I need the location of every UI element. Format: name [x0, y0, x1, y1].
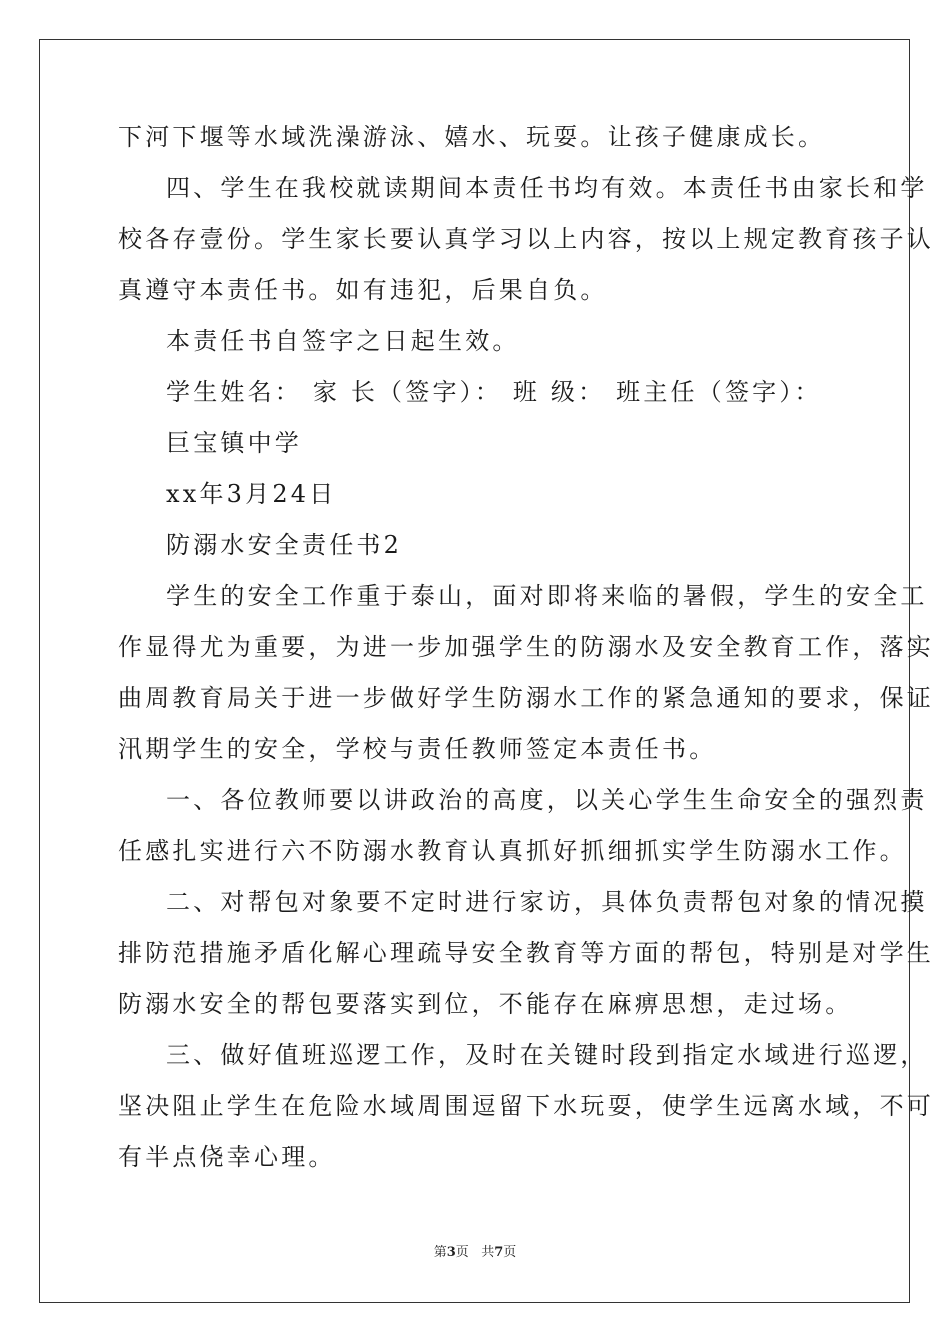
signature-fields-line: 学生姓名： 家 长（签字）： 班 级： 班主任（签字）： [166, 378, 822, 406]
footer-suffix: 页 [503, 1245, 517, 1260]
page-footer [0, 1244, 950, 1262]
paragraph-line: 学生的安全工作重于泰山，面对即将来临的暑假，学生的安全工 [166, 582, 928, 610]
paragraph-line: 校各存壹份。学生家长要认真学习以上内容，按以上规定教育孩子认 [118, 225, 934, 253]
paragraph-line: 作显得尤为重要，为进一步加强学生的防溺水及安全教育工作，落实 [118, 633, 934, 661]
paragraph-line: 二、对帮包对象要不定时进行家访，具体负责帮包对象的情况摸 [166, 888, 928, 916]
paragraph-line: 曲周教育局关于进一步做好学生防溺水工作的紧急通知的要求，保证 [118, 684, 934, 712]
paragraph-line: 本责任书自签字之日起生效。 [166, 327, 520, 355]
paragraph-line: 一、各位教师要以讲政治的高度，以关心学生生命安全的强烈责 [166, 786, 928, 814]
paragraph-line: 四、学生在我校就读期间本责任书均有效。本责任书由家长和学 [166, 174, 928, 202]
document-date: xx年3月24日 [166, 480, 337, 508]
paragraph-line: 任感扎实进行六不防溺水教育认真抓好抓细抓实学生防溺水工作。 [118, 837, 907, 865]
paragraph-line: 真遵守本责任书。如有违犯，后果自负。 [118, 276, 608, 304]
paragraph-line: 排防范措施矛盾化解心理疏导安全教育等方面的帮包，特别是对学生 [118, 939, 934, 967]
section-title: 防溺水安全责任书2 [166, 531, 403, 559]
paragraph-line: 下河下堰等水域洗澡游泳、嬉水、玩耍。让孩子健康成长。 [118, 123, 826, 151]
paragraph-line: 坚决阻止学生在危险水域周围逗留下水玩耍，使学生远离水域，不可 [118, 1092, 934, 1120]
school-name: 巨宝镇中学 [166, 429, 302, 457]
paragraph-line: 防溺水安全的帮包要落实到位，不能存在麻痹思想，走过场。 [118, 990, 853, 1018]
paragraph-line: 有半点侥幸心理。 [118, 1143, 336, 1171]
paragraph-line: 三、做好值班巡逻工作，及时在关键时段到指定水域进行巡逻， [166, 1041, 928, 1069]
current-page-number: 3 [446, 1245, 456, 1260]
footer-middle: 页 共 [455, 1245, 495, 1260]
footer-prefix: 第 [433, 1245, 447, 1260]
paragraph-line: 汛期学生的安全，学校与责任教师签定本责任书。 [118, 735, 717, 763]
total-page-count: 7 [494, 1245, 504, 1260]
